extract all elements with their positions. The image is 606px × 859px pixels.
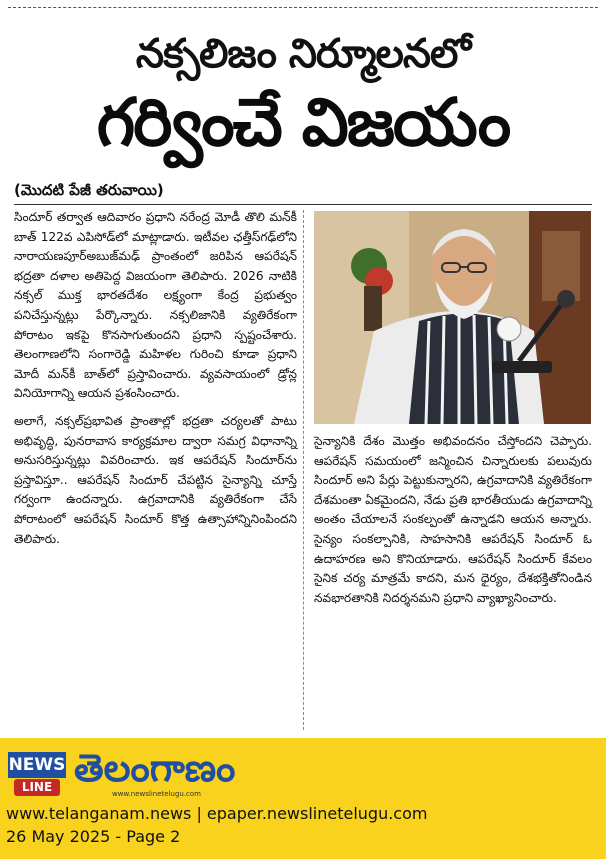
section-rule xyxy=(14,204,592,205)
brand-logo-text: తెలంగాణం xyxy=(74,746,236,790)
headline: గర్వించే విజయం xyxy=(96,84,510,161)
logo-news-text: NEWS xyxy=(8,752,66,778)
footer-banner xyxy=(0,738,606,859)
newsline-logo[interactable] xyxy=(8,752,66,798)
article-column-left xyxy=(14,208,297,557)
headline-kicker: నక్సలిజం నిర్మూలనలో xyxy=(135,31,471,77)
speaker-photo-illustration xyxy=(314,211,591,424)
continued-label: (మొదటి పేజీ తరువాయి) xyxy=(14,181,164,199)
paragraph: అలాగే, నక్సల్‌ప్రభావిత ప్రాంతాల్లో భద్రతా చర్యలతో పాటు అభివృద్ధి, పునరావాస కార్యక్రమాల ద్వారా సమగ్ర విధానాన్ని అనుసరిస్తున్నట్లు వివరించారు. ఇక ఆపరేషన్ సిందూర్‌ను ప్రస్తావిస్తూ.. ఆపరేషన్ సిందూర్ చేపట్టిన సైన్యాన్ని చూస్తే గర్వంగా ఉందన్నారు. ఉగ్రవాదానికి వ్యతిరేకంగా చేసే పోరాటంలో ఆపరేషన్ సిందూర్ కొత్త ఉత్సాహాన్నినింపిందని తెలిపారు. xyxy=(14,413,297,546)
article-column-right xyxy=(314,432,592,616)
article-photo xyxy=(314,211,591,424)
paragraph: సిందూర్ తర్వాత ఆదివారం ప్రధాని నరేంద్ర మోడీ తొలి మన్‌కీ బాత్ 122వ ఎపిసోడ్‌లో మాట్లాడారు. ఇటీవల ఛత్తీస్‌గఢ్‌లోని నారాయణపూర్‌అబుజ్‌మఢ్ ప్రాంతంలో జరిపిన ఆపరేషన్ భద్రతా దళాల అతిపెద్ద విజయంగా తెలిపారు. 2026 నాటికి నక్సల్ ముక్త భారతదేశం లక్ష్యంగా కేంద్ర ప్రభుత్వం పనిచేస్తున్నట్లు పేర్కొన్నారు. నక్సలిజానికి వ్యతిరేకంగా పోరాటం ఇకపై కొనసాగుతుందని ప్రధాని స్పష్టంచేశారు. తెలంగాణలోని సంగారెడ్డి మహిళల గురించి కూడా ప్రధాని మోదీ మన్‌కీ బాత్‌లో ప్రస్తావించారు. వ్యవసాయంలో డ్రోన్ల వినియోగాన్ని ఆయన ప్రశంసించారు. xyxy=(14,210,297,401)
brand-url[interactable]: www.newslinetelugu.com xyxy=(112,790,201,798)
footer-date: 26 May 2025 - Page 2 xyxy=(6,827,181,846)
logo-line-text: LINE xyxy=(14,779,60,796)
footer-links[interactable]: www.telanganam.news | epaper.newslinetelugu.com xyxy=(6,804,428,823)
paragraph: సైన్యానికి దేశం మొత్తం అభివందనం చేస్తోందని చెప్పారు. ఆపరేషన్ సమయంలో జన్మించిన చిన్నారులకు పలువురు సిందూర్ అని పేర్లు పెట్టుకున్నారని, ఉగ్రవాదానికి వ్యతిరేకంగా దేశమంతా ఏకమైందని, నేడు ప్రతి భారతీయుడు ఉగ్రవాదాన్ని అంతం చేయాలనే సంకల్పంతో ఉన్నాడని ఆయన అన్నారు. సైన్యం సంకల్పానికి, సాహసానికి ఆపరేషన్ సిందూర్ ఓ ఉదాహరణ అని కొనియాడారు. ఆపరేషన్ సిందూర్ కేవలం సైనిక చర్య మాత్రమే కాదని, మన ధైర్యం, దేశభక్తితోనిండిన నవభారతానికి నిదర్శనమని ప్రధాని వ్యాఖ్యానించారు. xyxy=(314,434,592,605)
top-dashed-rule xyxy=(8,7,598,8)
column-divider xyxy=(303,210,304,730)
